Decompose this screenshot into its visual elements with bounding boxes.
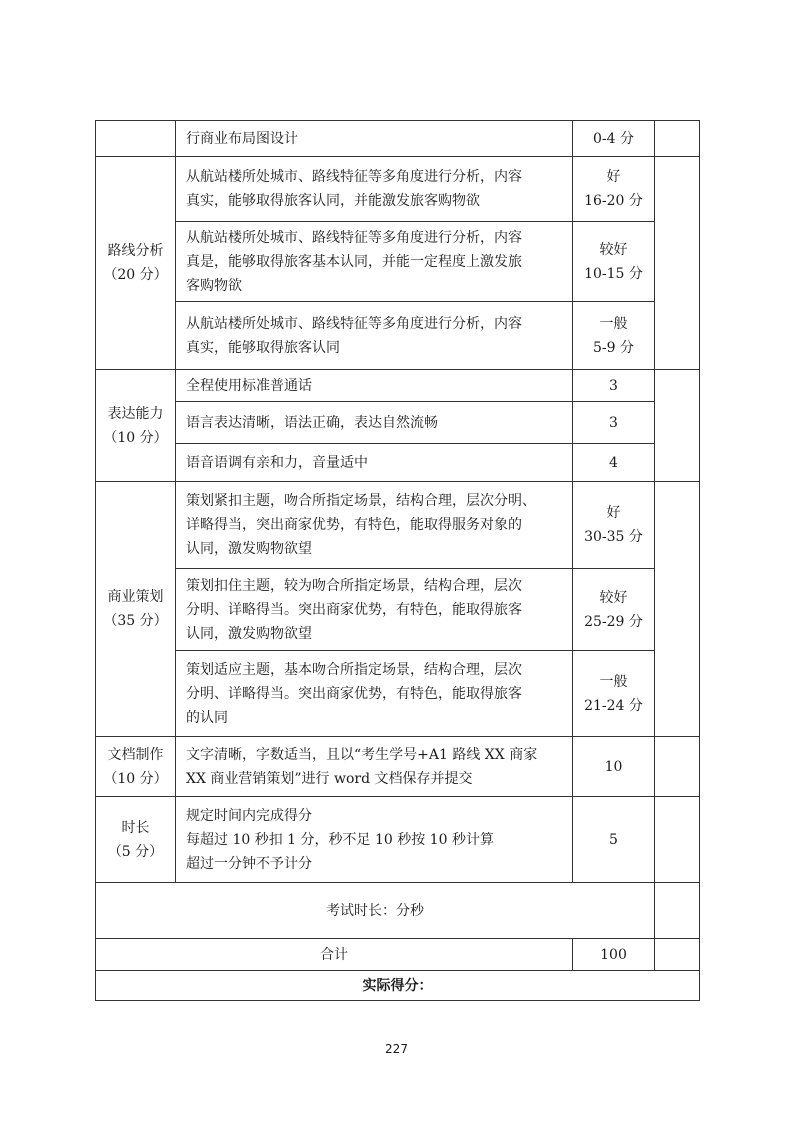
criterion-cell: 从航站楼所处城市、路线特征等多角度进行分析，内容 真是，能够取得旅客基本认同，并能一定程度上激发旅 客购物欲 xyxy=(176,222,573,302)
table-row xyxy=(96,797,700,883)
table-row xyxy=(96,971,700,1001)
page-number: 227 xyxy=(385,1042,408,1056)
table-row xyxy=(96,402,700,444)
score-cell: 一般 21-24 分 xyxy=(573,651,655,737)
table-row xyxy=(96,370,700,402)
scoring-table xyxy=(95,120,700,1001)
category-cell: 路线分析 （20 分） xyxy=(96,157,176,370)
actual-score-cell xyxy=(655,157,700,370)
actual-score-cell xyxy=(655,482,700,737)
category-cell: 商业策划 （35 分） xyxy=(96,482,176,737)
criterion-cell: 策划适应主题，基本吻合所指定场景，结构合理，层次 分明、详略得当。突出商家优势，有特色，能取得旅客 的认同 xyxy=(176,651,573,737)
score-cell: 3 xyxy=(573,402,655,444)
score-cell: 较好 10-15 分 xyxy=(573,222,655,302)
exam-time-cell: 考试时长：分秒 xyxy=(96,883,655,939)
score-cell: 好 30-35 分 xyxy=(573,482,655,569)
actual-score-cell xyxy=(655,797,700,883)
actual-score-label-cell: 实际得分： xyxy=(96,971,700,1001)
criterion-cell: 规定时间内完成得分 每超过 10 秒扣 1 分，秒不足 10 秒按 10 秒计算 超过一分钟不予计分 xyxy=(176,797,573,883)
score-cell: 10 xyxy=(573,737,655,797)
criterion-cell: 语音语调有亲和力，音量适中 xyxy=(176,444,573,482)
table-row xyxy=(96,302,700,370)
category-cell xyxy=(96,121,176,157)
table-row xyxy=(96,444,700,482)
table-row xyxy=(96,222,700,302)
table-row xyxy=(96,482,700,569)
score-cell: 5 xyxy=(573,797,655,883)
score-cell: 4 xyxy=(573,444,655,482)
total-score-cell: 100 xyxy=(573,939,655,971)
table-row xyxy=(96,121,700,157)
score-cell: 一般 5-9 分 xyxy=(573,302,655,370)
score-cell: 0-4 分 xyxy=(573,121,655,157)
table-row xyxy=(96,939,700,971)
actual-score-cell xyxy=(655,370,700,482)
criterion-cell: 文字清晰，字数适当，且以“考生学号+A1 路线 XX 商家 XX 商业营销策划”进行 word 文档保存并提交 xyxy=(176,737,573,797)
actual-score-cell xyxy=(655,939,700,971)
actual-score-cell xyxy=(655,121,700,157)
criterion-cell: 全程使用标准普通话 xyxy=(176,370,573,402)
category-cell: 时长 （5 分） xyxy=(96,797,176,883)
table-row xyxy=(96,737,700,797)
score-cell: 好 16-20 分 xyxy=(573,157,655,222)
score-cell: 3 xyxy=(573,370,655,402)
table-row xyxy=(96,883,700,939)
criterion-cell: 从航站楼所处城市、路线特征等多角度进行分析，内容 真实，能够取得旅客认同，并能激发旅客购物欲 xyxy=(176,157,573,222)
criterion-cell: 策划紧扣主题，吻合所指定场景，结构合理，层次分明、 详略得当，突出商家优势，有特色，能取得服务对象的 认同，激发购物欲望 xyxy=(176,482,573,569)
total-label-cell: 合计 xyxy=(96,939,573,971)
criterion-cell: 从航站楼所处城市、路线特征等多角度进行分析，内容 真实，能够取得旅客认同 xyxy=(176,302,573,370)
criterion-cell: 行商业布局图设计 xyxy=(176,121,573,157)
criterion-cell: 策划扣住主题，较为吻合所指定场景，结构合理，层次 分明、详略得当。突出商家优势，有特色，能取得旅客 认同，激发购物欲望 xyxy=(176,569,573,651)
category-cell: 文档制作 （10 分） xyxy=(96,737,176,797)
actual-score-cell xyxy=(655,883,700,939)
actual-score-cell xyxy=(655,737,700,797)
criterion-cell: 语言表达清晰，语法正确，表达自然流畅 xyxy=(176,402,573,444)
category-cell: 表达能力 （10 分） xyxy=(96,370,176,482)
table-row xyxy=(96,569,700,651)
table-row xyxy=(96,157,700,222)
table-row xyxy=(96,651,700,737)
score-cell: 较好 25-29 分 xyxy=(573,569,655,651)
